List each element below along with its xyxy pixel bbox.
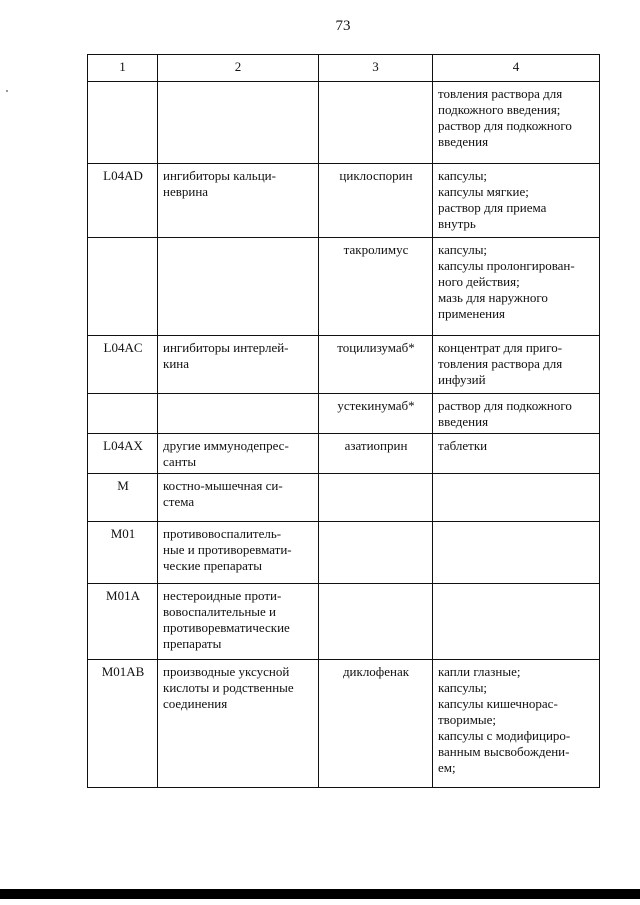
group-name-cell-text: другие иммунодепрес- санты	[163, 438, 289, 469]
code-cell	[88, 336, 158, 394]
dosage-form-cell	[433, 660, 600, 788]
group-name-cell	[158, 660, 319, 788]
dosage-form-cell-text: раствор для подкожного введения	[438, 398, 572, 429]
code-cell-text: L04AD	[103, 168, 143, 183]
dosage-form-cell-text: концентрат для приго- товления раствора для инфузий	[438, 340, 563, 387]
dosage-form-cell-text: капли глазные; капсулы; капсулы кишечнорас- творимые; капсулы с модифициро- ванным высвобождени- ем;	[438, 664, 571, 775]
group-name-cell-text: ингибиторы кальци- неврина	[163, 168, 276, 199]
table-row	[88, 394, 600, 434]
group-name-cell	[158, 474, 319, 522]
table-body	[88, 82, 600, 788]
table-row	[88, 584, 600, 660]
code-cell	[88, 238, 158, 336]
dosage-form-cell	[433, 336, 600, 394]
table-row	[88, 522, 600, 584]
code-cell	[88, 82, 158, 164]
inn-cell	[319, 474, 433, 522]
table-row	[88, 336, 600, 394]
code-cell	[88, 434, 158, 474]
group-name-cell-text: костно-мышечная си- стема	[163, 478, 283, 509]
drug-classification-table	[87, 54, 600, 788]
column-header-form: 4	[433, 55, 600, 82]
dosage-form-cell	[433, 522, 600, 584]
inn-cell-text: циклоспорин	[339, 168, 413, 183]
inn-cell-text: диклофенак	[342, 664, 410, 679]
code-cell	[88, 584, 158, 660]
table-header-row	[88, 55, 600, 82]
dosage-form-cell	[433, 164, 600, 238]
inn-cell-text: тоцилизумаб*	[337, 340, 415, 355]
dosage-form-cell	[433, 584, 600, 660]
group-name-cell	[158, 434, 319, 474]
code-cell-text: M01A	[106, 588, 140, 603]
inn-cell-text: азатиоприн	[344, 438, 408, 453]
group-name-cell-text: нестероидные проти- вовоспалительные и противоревматические препараты	[163, 588, 290, 651]
inn-cell	[319, 660, 433, 788]
inn-cell-text: устекинумаб*	[337, 398, 415, 413]
code-cell-text: M	[117, 478, 129, 493]
code-cell	[88, 522, 158, 584]
group-name-cell	[158, 238, 319, 336]
code-cell	[88, 474, 158, 522]
inn-cell	[319, 584, 433, 660]
inn-cell	[319, 336, 433, 394]
inn-cell	[319, 238, 433, 336]
column-header-code: 1	[88, 55, 158, 82]
dosage-form-cell-text: капсулы; капсулы пролонгирован- ного действия; мазь для наружного применения	[438, 242, 575, 321]
code-cell-text: M01	[110, 526, 136, 541]
group-name-cell-text: ингибиторы интерлей- кина	[163, 340, 289, 371]
group-name-cell	[158, 336, 319, 394]
group-name-cell	[158, 82, 319, 164]
code-cell-text: M01AB	[101, 664, 145, 679]
code-cell	[88, 164, 158, 238]
column-header-name: 2	[158, 55, 319, 82]
group-name-cell	[158, 522, 319, 584]
inn-cell	[319, 164, 433, 238]
code-cell	[88, 394, 158, 434]
group-name-cell	[158, 584, 319, 660]
margin-speck	[6, 90, 8, 92]
group-name-cell	[158, 394, 319, 434]
page-number: 73	[335, 18, 351, 34]
dosage-form-cell	[433, 434, 600, 474]
code-cell	[88, 660, 158, 788]
dosage-form-cell	[433, 474, 600, 522]
group-name-cell	[158, 164, 319, 238]
dosage-form-cell-text: товления раствора для подкожного введения; раствор для подкожного введения	[438, 86, 572, 149]
table-row	[88, 82, 600, 164]
code-cell-text: L04AX	[103, 438, 143, 453]
inn-cell-text: такролимус	[343, 242, 409, 257]
dosage-form-cell-text: таблетки	[438, 438, 488, 453]
group-name-cell-text: производные уксусной кислоты и родственные соединения	[163, 664, 294, 711]
table-row	[88, 164, 600, 238]
table-row	[88, 238, 600, 336]
inn-cell	[319, 394, 433, 434]
code-cell-text: L04AC	[103, 340, 143, 355]
table-row	[88, 660, 600, 788]
column-header-inn: 3	[319, 55, 433, 82]
table-row	[88, 434, 600, 474]
inn-cell	[319, 82, 433, 164]
scan-bottom-edge	[0, 889, 640, 899]
group-name-cell-text: противовоспалитель- ные и противоревмати- ческие препараты	[163, 526, 292, 573]
dosage-form-cell	[433, 238, 600, 336]
dosage-form-cell	[433, 394, 600, 434]
dosage-form-cell-text: капсулы; капсулы мягкие; раствор для приема внутрь	[438, 168, 547, 231]
dosage-form-cell	[433, 82, 600, 164]
table-row	[88, 474, 600, 522]
inn-cell	[319, 522, 433, 584]
inn-cell	[319, 434, 433, 474]
